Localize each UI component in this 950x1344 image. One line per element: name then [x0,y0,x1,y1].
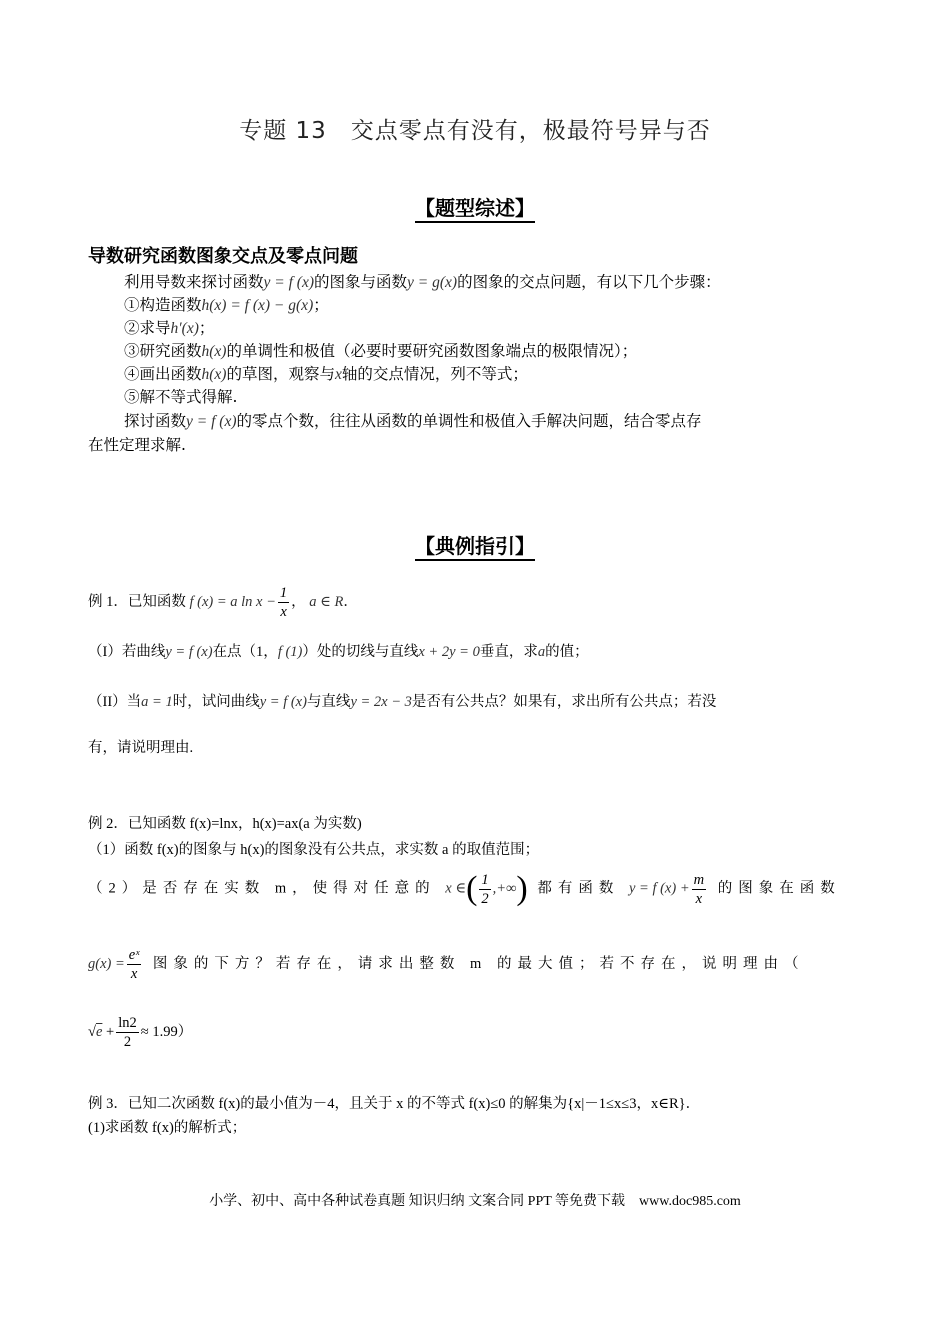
example-2-part-2-cont: g(x) = $\frac{\text{eˣ}}{x}$ 图象的下方？若存在，请求出整数 m 的最大值；若不存在，说明理由（ [88,947,805,982]
step-3: ③研究函数h(x)的单调性和极值（必要时要研究函数图象端点的极限情况）； [124,342,638,360]
example-1-statement: 例 1．已知函数 f (x) = a ln x − $\frac{1}{x}$ ， a ∈ R． [88,585,358,620]
example-1-part-2: （II）当a = 1时，试问曲线y = f (x)与直线y = 2x − 3是否有公共点？如果有，求出所有公共点；若没 [88,694,717,710]
step-2: ②求导h′(x)； [124,319,215,337]
fraction: $\frac{m}{x}$ [693,871,705,907]
fraction: $\frac{1}{x}$ [279,585,288,620]
fraction: $\frac{1}{2}$ [481,871,489,907]
step-4: ④画出函数h(x)的草图，观察与x轴的交点情况，列不等式； [124,365,528,383]
example-3-statement: 例 3．已知二次函数 f(x)的最小值为－4，且关于 x 的不等式 f(x)≤0 的解集为{x|－1≤x≤3，x∈R}． [88,1096,701,1112]
example-2-statement: 例 2．已知函数 f(x)=lnx，h(x)=ax(a 为实数) [88,816,362,832]
section-heading-examples: 【典例指引】 [0,530,950,559]
zero-point-paragraph: 探讨函数y = f (x)的零点个数，往往从函数的单调性和极值入手解决问题，结合零点存 [124,412,702,430]
sub-heading: 导数研究函数图象交点及零点问题 [88,246,358,267]
section-heading-overview: 【题型综述】 [0,192,950,221]
example-1-part-1: （I）若曲线y = f (x)在点（1，f (1)）处的切线与直线x + 2y = 0垂直，求a的值； [88,644,589,660]
example-2-approximation: √e + $\frac{\ln 2}{2}$ ≈ 1.99） [88,1015,193,1050]
example-2-part-1: （1）函数 f(x)的图象与 h(x)的图象没有公共点，求实数 a 的取值范围； [88,842,540,858]
step-5: ⑤解不等式得解. [124,388,238,406]
intro-line: 利用导数来探讨函数y = f (x)的图象与函数y = g(x)的图象的交点问题，有以下几个步骤： [124,273,721,291]
page-footer: 小学、初中、高中各种试卷真题 知识归纳 文案合同 PPT 等免费下载 www.doc985.com [209,1194,741,1209]
example-2-part-2: （2）是否存在实数 m，使得对任意的 x ∈( $\frac{1}{2}$ ,+∞) 都有函数 y = f (x) + $\frac{m}{x}$ 的图象在函数 [88,870,841,907]
example-1-part-2-cont: 有，请说明理由. [88,740,194,756]
example-3-part-1: (1)求函数 f(x)的解析式； [88,1120,247,1136]
page-title: 专题 13 交点零点有没有，极最符号异与否 [239,118,711,144]
fraction: $\frac{\text{eˣ}}{x}$ [128,947,140,982]
fraction: $\frac{\ln 2}{2}$ [118,1015,137,1050]
step-1: ①构造函数h(x) = f (x) − g(x)； [124,296,329,314]
zero-point-paragraph-cont: 在性定理求解. [88,436,186,454]
